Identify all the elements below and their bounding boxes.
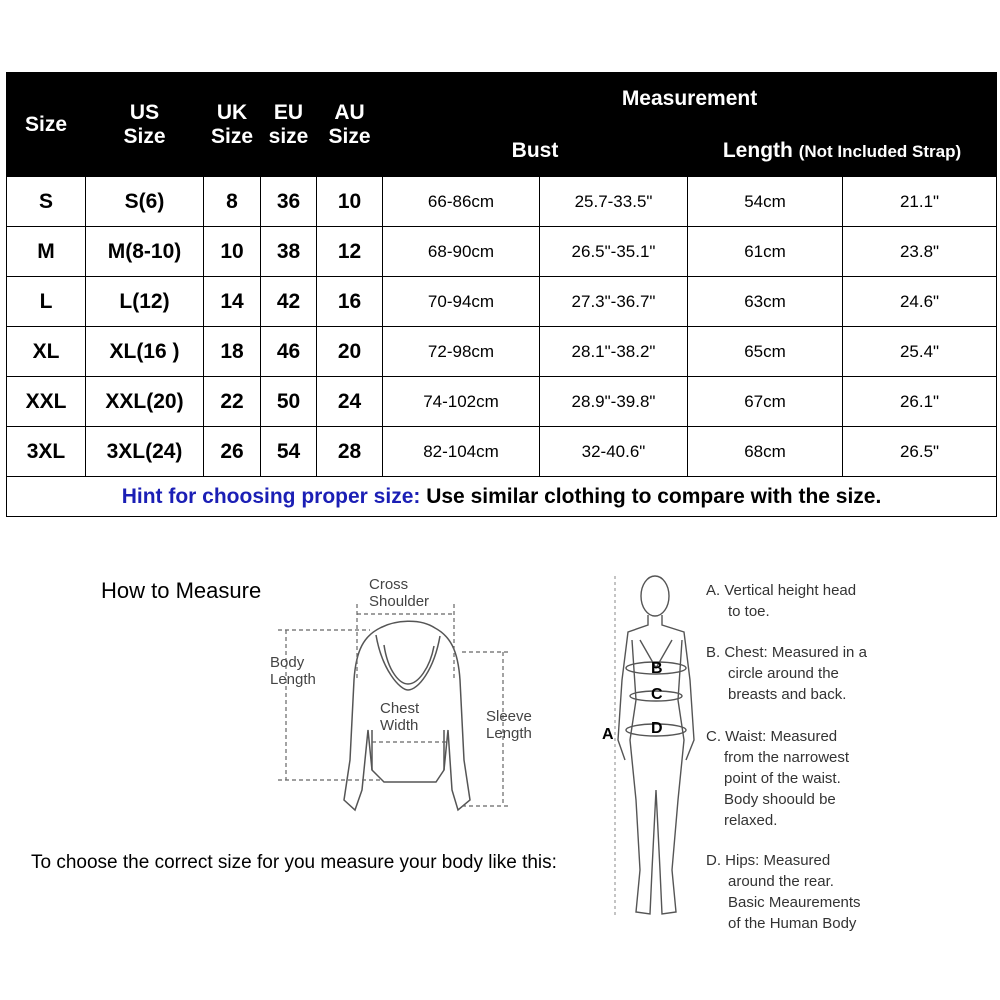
header-us-size: US Size <box>86 73 204 177</box>
header-bust: Bust <box>383 125 688 177</box>
label-sleeve-length: Sleeve Length <box>486 708 532 742</box>
label-cross-shoulder: Cross Shoulder <box>369 576 430 610</box>
hint-text: Use similar clothing to compare with the size. <box>420 484 882 508</box>
table-row: XL XL(16 ) 18 46 20 72-98cm 28.1"-38.2" 65cm 25.4" <box>7 327 997 377</box>
how-to-measure-title: How to Measure <box>101 578 262 603</box>
table-row: XXL XXL(20) 22 50 24 74-102cm 28.9"-39.8" 67cm 26.1" <box>7 377 997 427</box>
note-b: B. Chest: Measured in a circle around the breasts and back. <box>706 644 867 703</box>
header-measurement: Measurement <box>383 73 997 125</box>
note-a: A. Vertical height head to toe. <box>706 582 857 620</box>
note-d: D. Hips: Measured around the rear. Basic Meaurements of the Human Body <box>706 852 861 932</box>
figure-letter-d: D <box>651 720 663 737</box>
table-row: 3XL 3XL(24) 26 54 28 82-104cm 32-40.6" 68cm 26.5" <box>7 427 997 477</box>
header-uk-size: UK Size <box>204 73 261 177</box>
header-au-size: AU Size <box>317 73 383 177</box>
header-eu-size: EU size <box>261 73 317 177</box>
note-c: C. Waist: Measured from the narrowest point of the waist. Body shoould be relaxed. <box>706 728 850 829</box>
figure-letter-b: B <box>651 660 663 677</box>
header-length: Length (Not Included Strap) <box>688 125 997 177</box>
table-row: M M(8-10) 10 38 12 68-90cm 26.5"-35.1" 61cm 23.8" <box>7 227 997 277</box>
header-size: Size <box>7 73 86 177</box>
measure-instruction: To choose the correct size for you measure your body like this: <box>31 852 557 873</box>
figure-letter-c: C <box>651 686 663 703</box>
header-length-note: (Not Included Strap) <box>798 141 962 161</box>
label-chest-width: Chest Width <box>380 700 420 734</box>
table-row: L L(12) 14 42 16 70-94cm 27.3"-36.7" 63cm 24.6" <box>7 277 997 327</box>
figure-letter-a: A <box>602 726 614 743</box>
hint-label: Hint for choosing proper size: <box>121 484 421 508</box>
table-row: S S(6) 8 36 10 66-86cm 25.7-33.5" 54cm 21.1" <box>7 177 997 227</box>
label-body-length: Body Length <box>270 654 316 688</box>
